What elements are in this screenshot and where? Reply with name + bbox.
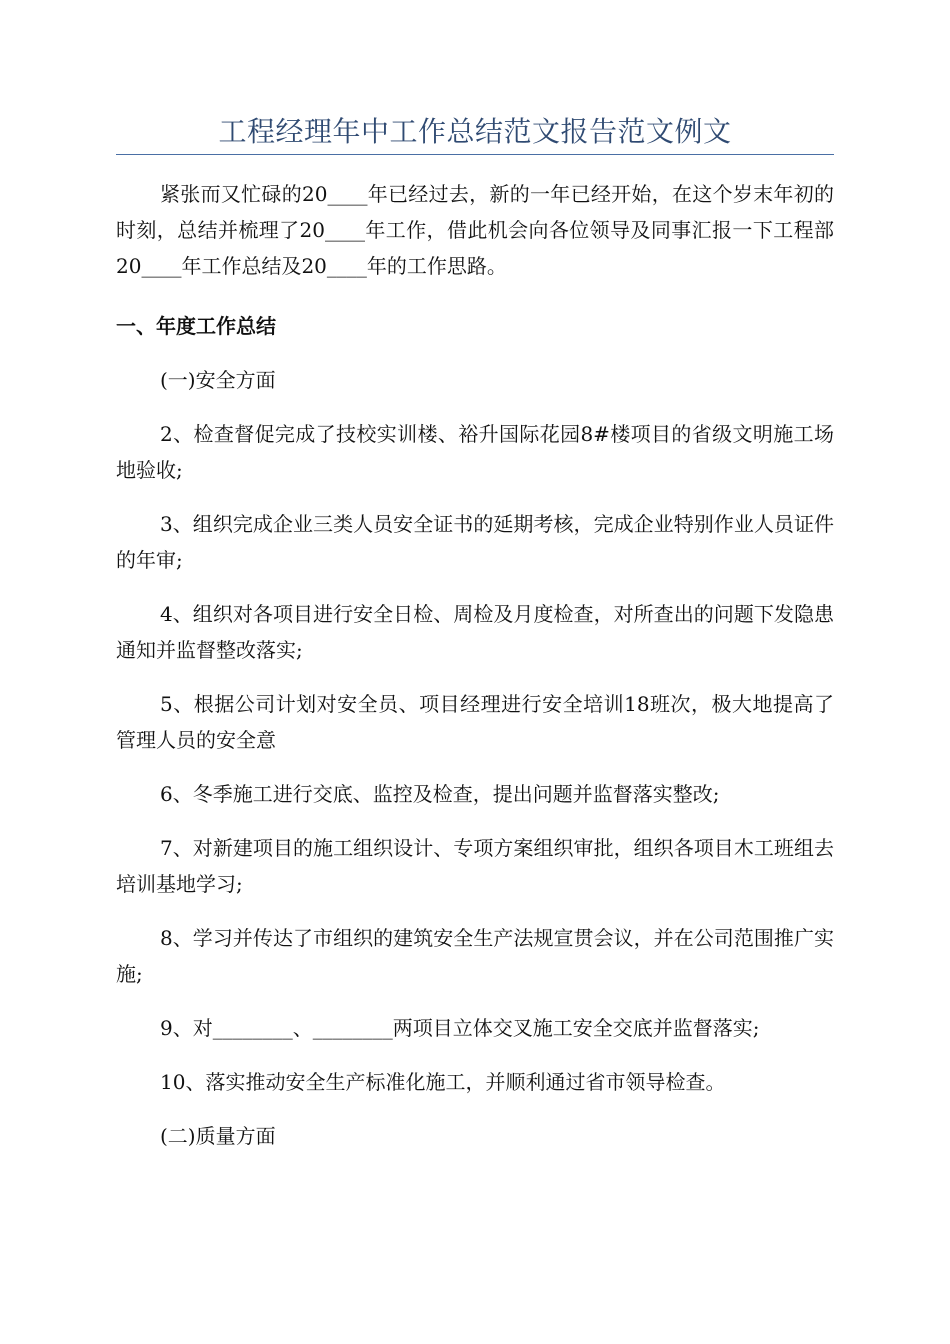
section-heading-annual-summary: 一、年度工作总结 (116, 314, 276, 338)
list-item: 4、组织对各项目进行安全日检、周检及月度检查，对所查出的问题下发隐患通知并监督整改落实; (116, 602, 834, 662)
document-body (116, 176, 834, 1172)
list-item: 6、冬季施工进行交底、监控及检查，提出问题并监督落实整改; (160, 782, 720, 806)
list-item: 3、组织完成企业三类人员安全证书的延期考核，完成企业特别作业人员证件的年审; (116, 512, 834, 572)
list-item: 8、学习并传达了市组织的建筑安全生产法规宣贯会议，并在公司范围推广实施; (116, 926, 834, 986)
list-item: 2、检查督促完成了技校实训楼、裕升国际花园8#楼项目的省级文明施工场地验收; (116, 422, 834, 482)
list-item: 10、落实推动安全生产标准化施工，并顺利通过省市领导检查。 (160, 1070, 726, 1094)
title-underline (116, 154, 834, 155)
subsection-heading-quality: (二)质量方面 (160, 1124, 276, 1148)
intro-paragraph: 紧张而又忙碌的20____年已经过去，新的一年已经开始，在这个岁末年初的时刻，总结并梳理了20____年工作，借此机会向各位领导及同事汇报一下工程部20____年工作总结及20____年的工作思路。 (116, 182, 834, 278)
list-item: 9、对________、________两项目立体交叉施工安全交底并监督落实; (160, 1016, 760, 1040)
document-title: 工程经理年中工作总结范文报告范文例文 (218, 115, 732, 148)
list-item: 7、对新建项目的施工组织设计、专项方案组织审批，组织各项目木工班组去培训基地学习; (116, 836, 834, 896)
subsection-heading-safety: (一)安全方面 (160, 368, 276, 392)
list-item: 5、根据公司计划对安全员、项目经理进行安全培训18班次，极大地提高了管理人员的安全意 (116, 692, 834, 752)
